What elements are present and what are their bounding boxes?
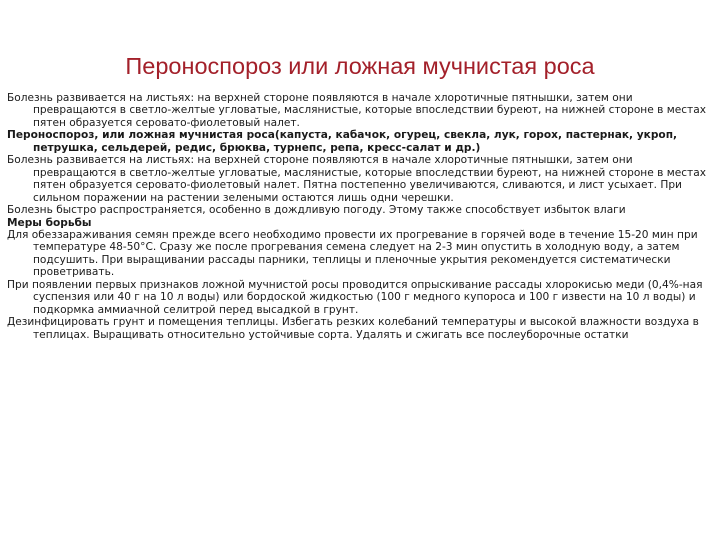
paragraph-symptoms-detail: Болезнь развивается на листьях: на верхней стороне появляются в начале хлоротичные пятнышки, затем они превращаются в светло-желтые угловатые, маслянистые, которые впоследствии буреют, на нижней стороне в местах пятен образуется серовато-фиолетовый налет. Пятна постепенно увеличиваются, сливаются, и лист усыхает. При сильном поражении на растении зелеными остаются лишь одни черешки. bbox=[7, 154, 706, 204]
paragraph-seed-treatment: Для обеззараживания семян прежде всего необходимо провести их прогревание в горячей воде в течение 15-20 мин при температуре 48-50°С. Сразу же после прогревания семена следует на 2-3 мин опустить в холодную воду, а затем подсушить. При выращивании рассады парники, теплицы и пленочные укрытия рекомендуется систематически проветривать. bbox=[7, 228, 698, 279]
paragraph-spread: Болезнь быстро распространяется, особенно в дождливую погоду. Этому также способствует избыток влаги bbox=[7, 204, 626, 217]
slide-body bbox=[7, 92, 713, 341]
heading-control-measures: Меры борьбы bbox=[7, 216, 92, 229]
paragraph-spraying: При появлении первых признаков ложной мучнистой росы проводится опрыскивание рассады хлорокисью меди (0,4%-ная суспензия или 40 г на 10 л воды) или бордоской жидкостью (100 г медного купороса и 100 г извести на 10 л воды) и подкормка аммиачной селитрой перед высадкой в грунт. bbox=[7, 278, 703, 316]
paragraph-symptoms-intro: Болезнь развивается на листьях: на верхней стороне появляются в начале хлоротичные пятнышки, затем они превращаются в светло-желтые угловатые, маслянистые, которые впоследствии буреют, на нижней стороне в местах пятен образуется серовато-фиолетовый налет. bbox=[7, 92, 706, 129]
slide-title: Пероноспороз или ложная мучнистая роса bbox=[125, 53, 595, 79]
paragraph-disinfection: Дезинфицировать грунт и помещения теплицы. Избегать резких колебаний температуры и высокой влажности воздуха в теплицах. Выращивать относительно устойчивые сорта. Удалять и сжигать все послеуборочные остатки bbox=[7, 316, 699, 341]
paragraph-affected-crops: Пероноспороз, или ложная мучнистая роса(капуста, кабачок, огурец, свекла, лук, горох, пастернак, укроп, петрушка, сельдерей, редис, брюква, турнепс, репа, кресс-салат и др.) bbox=[7, 129, 678, 154]
